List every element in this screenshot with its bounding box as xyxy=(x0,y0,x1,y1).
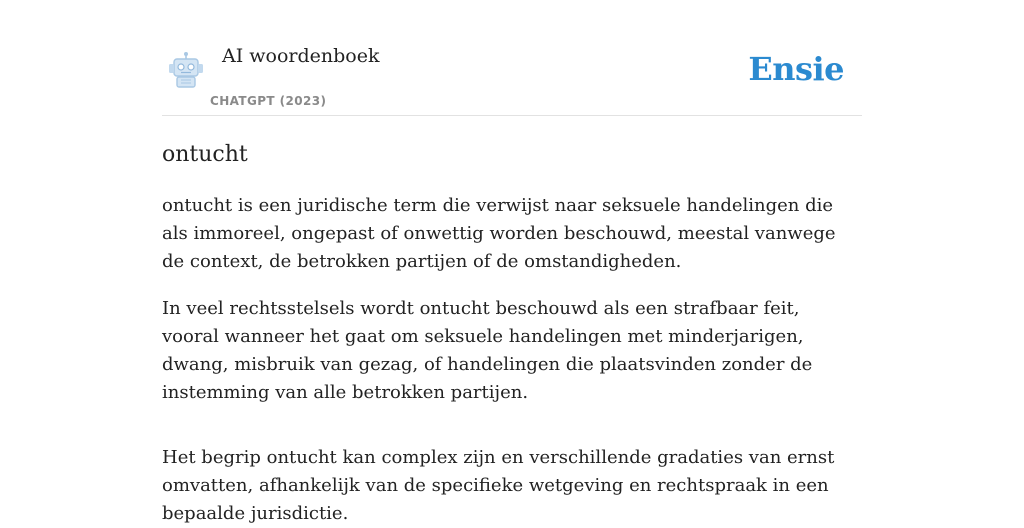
source-title[interactable]: AI woordenboek xyxy=(222,45,380,67)
definition-paragraph: ontucht is een juridische term die verwijst naar seksuele handelingen die als immoreel, ongepast of onwettig worden beschouwd, meestal vanwege de context, de betrokken partijen of de omstandigheden. xyxy=(162,195,836,272)
source-subtitle: CHATGPT (2023) xyxy=(210,94,327,108)
robot-icon xyxy=(166,51,206,91)
definition-paragraph: Het begrip ontucht kan complex zijn en verschillende gradaties van ernst omvatten, afhankelijk van de specifieke wetgeving en rechtspraak in een bepaalde jurisdictie. xyxy=(162,447,835,524)
definition-paragraph: In veel rechtsstelsels wordt ontucht beschouwd als een strafbaar feit, vooral wanneer het gaat om seksuele handelingen met minderjarigen, dwang, misbruik van gezag, of handelingen die plaatsvinden zonder de instemming van alle betrokken partijen. xyxy=(162,298,813,403)
entry-term: ontucht xyxy=(162,142,248,167)
entry-definition xyxy=(162,192,862,528)
source-header xyxy=(162,0,862,116)
page xyxy=(162,0,862,524)
ensie-logo[interactable]: Ensie xyxy=(748,50,844,88)
